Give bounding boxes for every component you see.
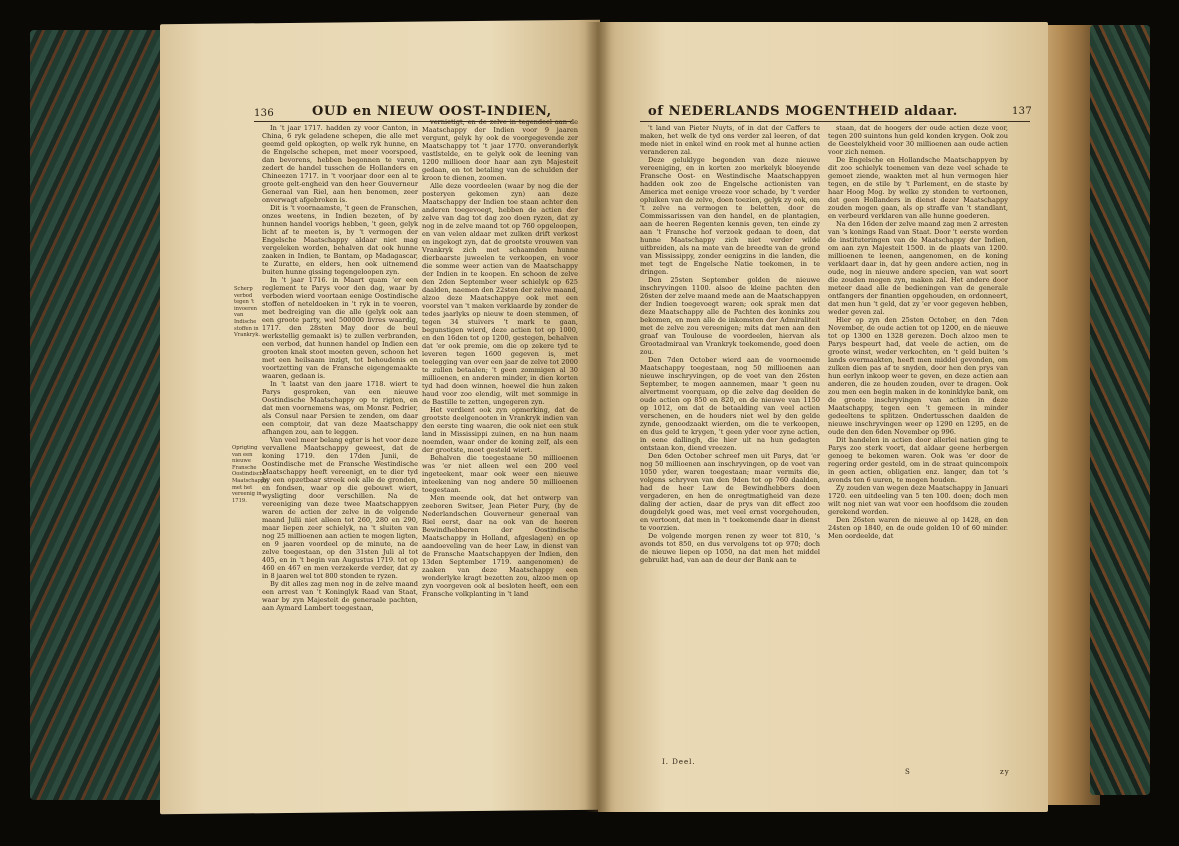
- paragraph: Den 25sten September golden de nieuwe inschryvingen 1100. alsoo de kleine pachten den 26sten der zelve maand mede aan de Maatschappyen der Indien toegevoegt waren; ook sprak men dat deze Maatschappy alle de Pachten des koninks zou bekomen, en men alle de inkomsten der Admiraliteit met de zelve zou vereenigen; mits dat men aan den graaf van Toulouse de voordeelen, hiervan als Grootadmiraal van Vrankryk toekomende, goed doen zou.: [640, 276, 820, 356]
- paragraph: 't land van Pieter Nuyts, of in dat der Caffers te maken, het welk de tyd ons verder zal leeren, of dat mede niet in enkel wind en rook met al hunne actien veranderen zal.: [640, 124, 820, 156]
- right-page-column-2: [828, 124, 1008, 764]
- paragraph: De volgende morgen renen zy weer tot 810, 's avonds tot 850, en dus vervolgens tot op 970; doch de nieuwe liepen op 1050, na dat men het middel gebruikt had, van aan de deur der Bank aan te: [640, 532, 820, 564]
- paragraph: Men meende ook, dat het ontwerp van zeeboren Switser, Jean Pieter Pury, (by de Nederlandschen Gouverneur generaal van Riel eerst, daar na ook van de heeren Bewindhebberen der Oostindische Maatschappy in Holland, afgeslagen) en op aandoeveling van de heer Law, in dienst van de Fransche Maatschappyen der Indien, den 13den September 1719. aangenomen) de zaaken van deze Maatschappy een wonderlyke kragt bezetten zou, alzoo men op zyn voorgeven ook al besloten heeft, een een Fransche volkplanting in 't land: [422, 494, 578, 598]
- paragraph: Deze geluklyge begonden van deze nieuwe vereeniging, en in korten zoo merkelyk bloeyende Fransche Oost- en Westindische Maatschappyen hadden ook zoo de Engelsche actionisten van America met eenige vreeze voor schade, by 't verder opluiken van de zelve, doen toezien, gelyk zy ook, om 't zelve na vermogen te beletten, door de Commissarissen van den handel, en de plantagien, aan de heeren Regenten kennis geven, ten einde zy aan 't Fransche hof verzoek gedaan te doen, dat hunne Maatschappy zich niet verder wilde uitbreiden, als na mate van de breedte van de grond van Mississippy, zonder eenigzins in die landen, die met tegt de Engelsche Natie toekomen, in te dringen.: [640, 156, 820, 276]
- footer-catchword: zy: [1000, 768, 1010, 776]
- paragraph: Hier op zyn den 25sten October, en den 7den November, de oude actien tot op 1200, en de nieuwe tot op 1300 en 1328 gerezen. Doch alzoo men te Parys bespeurt had, dat veele de actien, om de groote winst, weder verkochten, en 't geld buiten 's lands overmaakten, heeft men middel gevonden, om zulken dien pas af te snyden, door hen den prys van hun eerlyn inkoop weer te geven, en deze actien aan anderen, die ze houden zouden, over te dragen. Ook zou men een begin maken in de koninklyke bank, om de groote inschryvingen van actien in deze Maatschappy, tegen een 't gemeen in minder gedeeltens te splitzen. Ondertusschen daalden de nieuwe inschryvingen weer op 1290 en 1295, en de oude den den 6den November op 996.: [828, 316, 1008, 436]
- paragraph: Alle deze voordeelen (waar by nog die der posteryen gekomen zyn) aan deze Maatschappy der Indien toe staan achter den anderen toegevoegt, hebben de actien der zelve van dag tot dag zoo doen ryzen, dat zy nog in de zelve maand tot op 760 opgeloopen, en van velen aldaar met zulken drift verkost en ingekogt zyn, dat de grootste vrouwen van Vrankryk zich met schaamden hunne dierbaarste juweelen te verkoopen, en voor die somme weer actien van de Maatschappy der Indien in te koopen. En schoon de zelve den 2den September weer schielyk op 625 daalden, naemen den 22sten der zelve maand, alzoo deze Maatschappye ook met een voorstel van 't maken verklaarde by zonder de tedes jaarlyks op nieuw te doen stemmen, of tegen 34 stuivers 't mark te gaan, begunstigen wierd, deze actien tot op 1000, en den 16den tot op 1200, gestegen, behalven dat 'er ook premie, om die op zekere tyd te leveren tegen 1600 gegeven is, met toelegging van over een jaar de zelve tot 2000 te zullen betaalen; 't geen zommigen al 30 millioenen, en anderen minder, in dien korten tyd had doen winnen, hoewel die hun zaken haud voor zoo elendig, wilt met sommige in de Bastille te zetten, ungegeren zyn.: [422, 182, 578, 406]
- paragraph: staan, dat de hoogers der oude actien deze voor, tegen 200 suintons hun geld konden krygen. Ook zou de Geestelykheid voor 30 millioenen aan oude actien voor zich nemen.: [828, 124, 1008, 156]
- marbled-cover-left: [30, 30, 180, 800]
- paragraph: Den 7den October wierd aan de voornoemde Maatschappy toegestaan, nog 50 millioenen aan nieuwe inschryvingen, op de voet van den 26sten September, te mogen aannemen, maar 't geen nu alvertmemt voorquam, op die zelve dag deelden de oude actien op 850 en 820, en de nieuwe van 1150 op 1012, om dat de betaalding van veel actien verschenen, en de houders niet wel by den gelde zynde, genoodzaakt wierden, om die te verkoopen, en dus geld te krygen, 't geen yder voor zyne actien, in eene dallingh, die hier uit na hun gedagten ontstaan kon, diend vreezen.: [640, 356, 820, 452]
- right-page-column-1: [640, 124, 820, 749]
- right-page-number: 137: [1012, 106, 1032, 117]
- paragraph: Na den 16den der zelve maand zag men 2 arresten van 's konings Raad van Staat. Door 't eerste worden de instituteringen van de Maatschappy der Indien, om aan zyn Majesteit 1500. in de plaats van 1200. millioenen te leenen, aangenomen, en de koning verklaart daar in, dat hy geen andere actien, nog in oude, nog in nieuwe andere specien, van wat soort die zouden mogen zyn, maken zal. Het andere door meteer daad alle de bedieningen van de generale ontfangers der finantien opgehouden, en ordonneert, dat men hun 't geld, dat zy 'er voor gegeven hebben, weder geven zal.: [828, 220, 1008, 316]
- paragraph: vernietigt, en de zelve in tegendeel aan de Maatschappy der Indien voor 9 jaaren vergunt, gelyk hy ook de voorgegevende zer Maatschappy tot 't jaar 1770. onveranderlyk vastlstelde, en te gelyk ook de leening van 1200 millioen door haar aan zyn Majesteit gedaan, en tot betaling van de schulden der kroon te dienen, zoomen.: [422, 118, 578, 182]
- left-margin-note-1: Scherp verbod tegen 't invoeren van Indische stoffen in Vrankryk.: [234, 286, 261, 339]
- paragraph: Den 6den October schreef men uit Parys, dat 'er nog 50 millioenen aan inschryvingen, op de voet van 1050 yder, waren toegestaan; maar vermits die, volgens schryven van den 9den tot op 760 daalden, had de heer Law de Bewindhebbers doen vergaderen, en hen de onregtmatigheid van deze daling der actien, daar de prys van dit effect zoo dougdelyk goed was, met veel ernst voorgehouden, en vertoont, dat men in 't toekomende daar in dienst te voorzien.: [640, 452, 820, 532]
- left-margin-note-2: Oprigting van een nieuwe Fransche Oostindische Maatschappy, met het vereenig in 1719.: [232, 445, 269, 504]
- left-page-number: 136: [254, 108, 274, 119]
- paragraph: In 't jaar 1717. hadden zy voor Canton, in China, 6 ryk geladene schepen, die alle met geemd geld opkogten, op welk ryk hunne, en de Engelsche schepen, met meer voorspoed, dan bevorens, hebben begonnen te varen, zedert de handel tusschen de Hollanders en Chineezen 1717. in 't voorjaar door een al te groote gelt-engheid van den heer Gouverneur Generaal van Riel, aan hen benomen, zeer onverwagt afgebroken is.: [262, 124, 418, 204]
- paragraph: Behalven die toegestaane 50 millioenen was 'er niet alleen wel een 200 veel ingeteekent, maar ook weer een nieuwe inteekening van nog andere 50 millioenen toegestaan.: [422, 454, 578, 494]
- left-page-column-1: [262, 124, 418, 782]
- paragraph: Zy zouden van wegen deze Maatschappy in Januari 1720. een uitdeeling van 5 ten 100. doen; doch men wilt nog niet van wat voor een hoofdsom die zouden gerekend worden.: [828, 484, 1008, 516]
- book-gutter: [585, 22, 611, 812]
- right-head-rule: [640, 121, 1030, 122]
- left-running-head: OUD en NIEUW OOST-INDIEN,: [312, 104, 552, 119]
- paragraph: Den 26sten waren de nieuwe al op 1428, en den 24sten op 1840, en de oude golden 10 of 60 minder. Men oordeelde, dat: [828, 516, 1008, 540]
- paragraph: By dit alles zag men nog in de zelve maand een arrest van 't Koninglyk Raad van Staat, waar by zyn Majesteit de generaale pachten, aan Aymard Lambert toegestaan,: [262, 580, 418, 612]
- paragraph: Dit is 't voornaamste, 't geen de Franschen, onzes weetens, in Indien bezeten, of by hunnen handel voorigs hebben, 't geen, gelyk licht af te meeten is, by 't vermogen der Engelsche Maatschappy aldaar niet mag vergeleken worden, behalven dat ook hunne zaaken in Indien, te Bantam, op Madagascar, te Zuratte, en elders, hen ook uitnemend buiten hunne gissing tegengeloopen zyn.: [262, 204, 418, 276]
- paragraph: Van veel meer belang egter is het voor deze vervallene Maatschappy geweest, dat de koning 1719. den 17den Junii, de Oostindische met de Fransche Westindische Maatschappy heeft vereenigt, en te dier tyd by een opzetbaar streek ook alle de gronden, en fondsen, waar op die gebouwt wiert, wysligting door verschillen. Na de vereeniging van deze twee Maatschappyen waren de actien der zelve in de volgende maand Julii niet alleen tot 260, 280 en 290, maar liepen zeer schielyk, na 't sluiten van nog 25 millioenen aan actien te mogen ligten, en 9 jaaren voordeel op de minute, na de zelve toegestaan, op den 31sten Juli al tot 405, en in 't begin van Augustus 1719. tot op 460 en 467 en men verzekerde verder, dat zy in 8 jaaren wel tot 800 stonden te ryzen.: [262, 436, 418, 580]
- footer-volume: I. Deel.: [662, 758, 696, 766]
- marbled-cover-right: [1090, 25, 1150, 795]
- right-running-head: of NEDERLANDS MOGENTHEID aldaar.: [648, 104, 958, 119]
- paragraph: Dit handelen in actien door allerlei natien ging te Parys zoo sterk voort, dat aldaar geene herbergen genoeg te bekomen waren. Ook was 'er door de regering order gesteld, om in de straat quincompoix in geen actien, obligatien enz. langer, dan tot 's avonds ten 6 uuren, te mogen houden.: [828, 436, 1008, 484]
- left-page-column-2: [422, 118, 578, 780]
- footer-signature: S: [905, 768, 911, 776]
- paragraph: Het verdient ook zyn opmerking, dat de grootste deelgenooten in Vrankryk indien van den eerste ting waaren, die ook niet een stuk land in Mississippi zuinen, en na hun naam noemden, waar onder de koning zelf, als een der grootste, moet gesteld wiert.: [422, 406, 578, 454]
- paragraph: In 't laatst van den jaare 1718. wiert te Parys gesproken, van een nieuwe Oostindische Maatschappy op te rigten, en dat men voornemens was, om Monsr. Pedrier, als Consul naar Persien te zenden, om daar een comptoir, dat van deze Maatschappy afhangen zou, aan te leggen.: [262, 380, 418, 436]
- paragraph: De Engelsche en Hollandsche Maatschappyen by dit zoo schielyk toenemen van deze veel schade te gemoet ziende, waakten met al hun vermogen hier tegen, en de stile by 't Parlement, en de staste by haar Hoog Mog. by welke zy stonden te vertoonen, dat geen Hollanders in dienst dezer Maatschappy zouden mogen gaan, als op straffe van 't standlant, en verbeurd verklaren van alle hunne goederen.: [828, 156, 1008, 220]
- paragraph: In 't jaar 1716. in Maart quam 'er een reglement te Parys voor den dag, waar by verboden wierd voortaan eenige Oostindische stoffen of neteldoeken in 't ryk in te voeren, met bedreiging van die alle (gelyk ook aan een groote party, wel 500000 livres waardig, 1717. den 28sten May door de beul werkstellig gemaakt is) te zullen verbranden, een verbod, dat hunnen handel op Indien een grooten knak stoot moeten geven, schoon het met een heilsaam inzigt, tot behoudenis en voortzetting van de Fransche eigengemaakte waaren, gedaan is.: [262, 276, 418, 380]
